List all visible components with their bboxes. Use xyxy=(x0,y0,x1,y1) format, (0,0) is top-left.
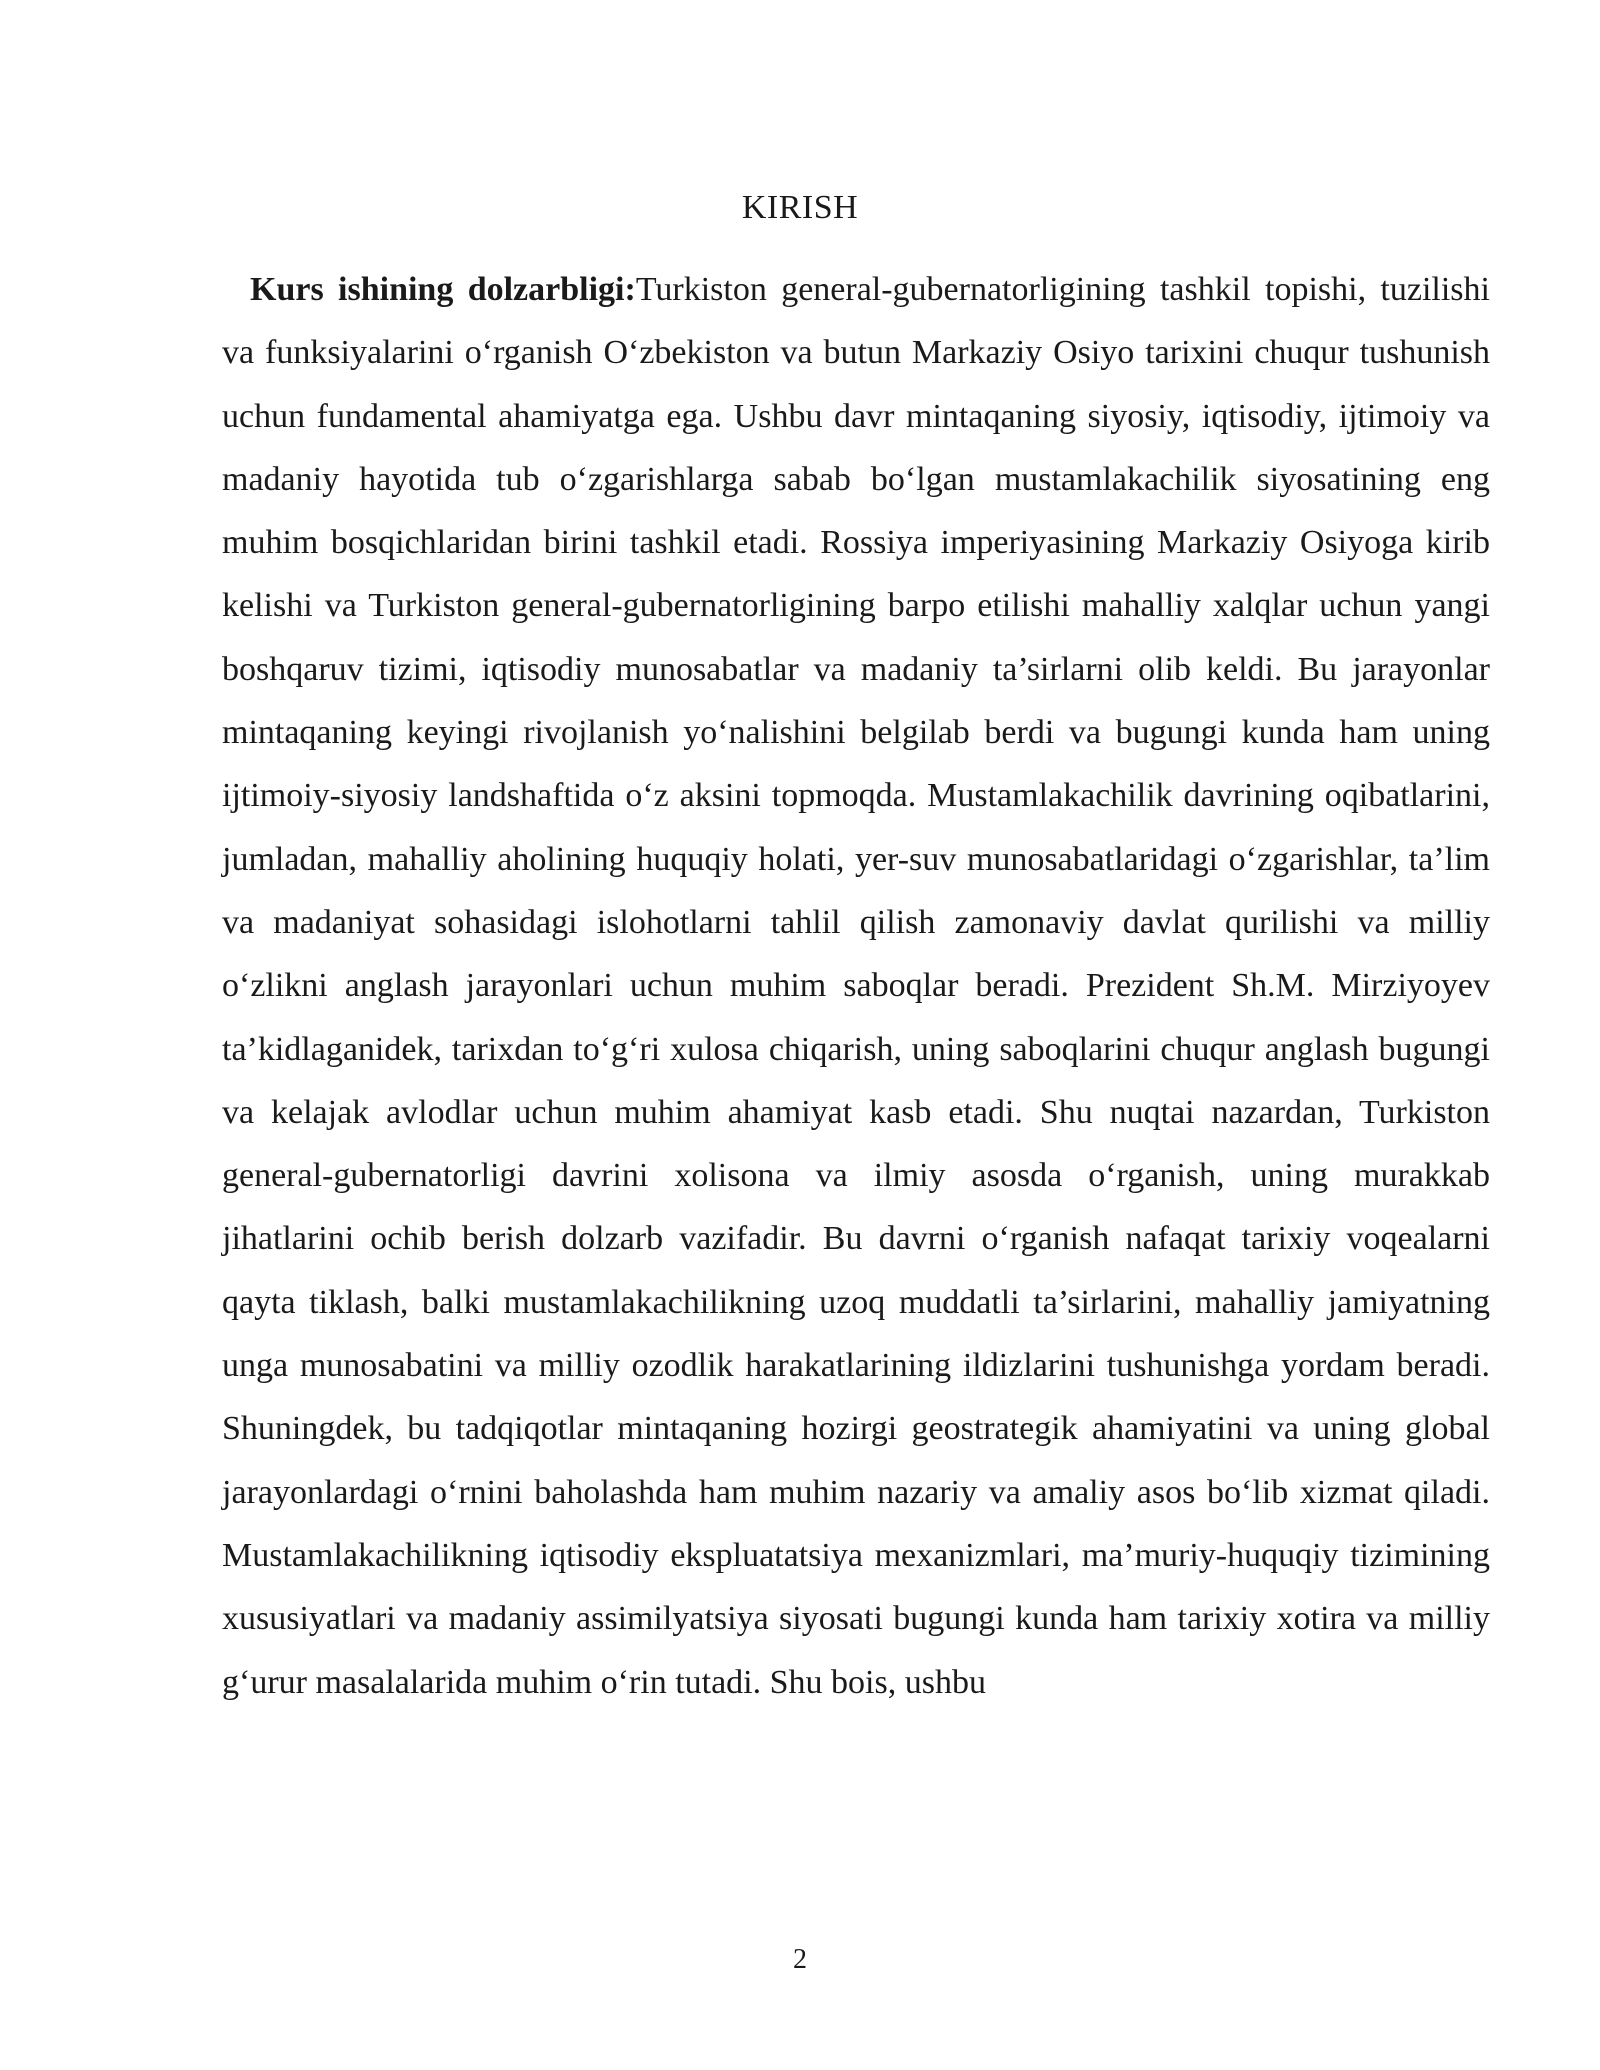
body-paragraph xyxy=(222,258,1490,1714)
paragraph-text: Turkiston general-gubernatorligining tashkil topishi, tuzilishi va funksiyalarini o‘rganish O‘zbekiston va butun Markaziy Osiyo tarixini chuqur tushunish uchun fundamental ahamiyatga ega. Ushbu davr mintaqaning siyosiy, iqtisodiy, ijtimoiy va madaniy hayotida tub o‘zgarishlarga sabab bo‘lgan mustamlakachilik siyosatining eng muhim bosqichlaridan birini tashkil etadi. Rossiya imperiyasining Markaziy Osiyoga kirib kelishi va Turkiston general-gubernatorligining barpo etilishi mahalliy xalqlar uchun yangi boshqaruv tizimi, iqtisodiy munosabatlar va madaniy ta’sirlarni olib keldi. Bu jarayonlar mintaqaning keyingi rivojlanish yo‘nalishini belgilab berdi va bugungi kunda ham uning ijtimoiy-siyosiy landshaftida o‘z aksini topmoqda. Mustamlakachilik davrining oqibatlarini, jumladan, mahalliy aholining huquqiy holati, yer-suv munosabatlaridagi o‘zgarishlar, ta’lim va madaniyat sohasidagi islohotlarni tahlil qilish zamonaviy davlat qurilishi va milliy o‘zlikni anglash jarayonlari uchun muhim saboqlar beradi. Prezident Sh.M. Mirziyoyev ta’kidlaganidek, tarixdan to‘g‘ri xulosa chiqarish, uning saboqlarini chuqur anglash bugungi va kelajak avlodlar uchun muhim ahamiyat kasb etadi. Shu nuqtai nazardan, Turkiston general-gubernatorligi davrini xolisona va ilmiy asosda o‘rganish, uning murakkab jihatlarini ochib berish dolzarb vazifadir. Bu davrni o‘rganish nafaqat tarixiy voqealarni qayta tiklash, balki mustamlakachilikning uzoq muddatli ta’sirlarini, mahalliy jamiyatning unga munosabatini va milliy ozodlik harakatlarining ildizlarini tushunishga yordam beradi. Shuningdek, bu tadqiqotlar mintaqaning hozirgi geostrategik ahamiyatini va uning global jarayonlardagi o‘rnini baholashda ham muhim nazariy va amaliy asos bo‘lib xizmat qiladi. Mustamlakachilikning iqtisodiy ekspluatatsiya mexanizmlari, ma’muriy-huquqiy tizimining xususiyatlari va madaniy assimilyatsiya siyosati bugungi kunda ham tarixiy xotira va milliy g‘urur masalalarida muhim o‘rin tutadi. Shu bois, ushbu xyxy=(222,271,1490,1701)
paragraph-lead: Kurs ishining dolzarbligi: xyxy=(250,271,636,308)
page-number: 2 xyxy=(793,1944,807,1975)
section-heading: KIRISH xyxy=(741,189,859,226)
